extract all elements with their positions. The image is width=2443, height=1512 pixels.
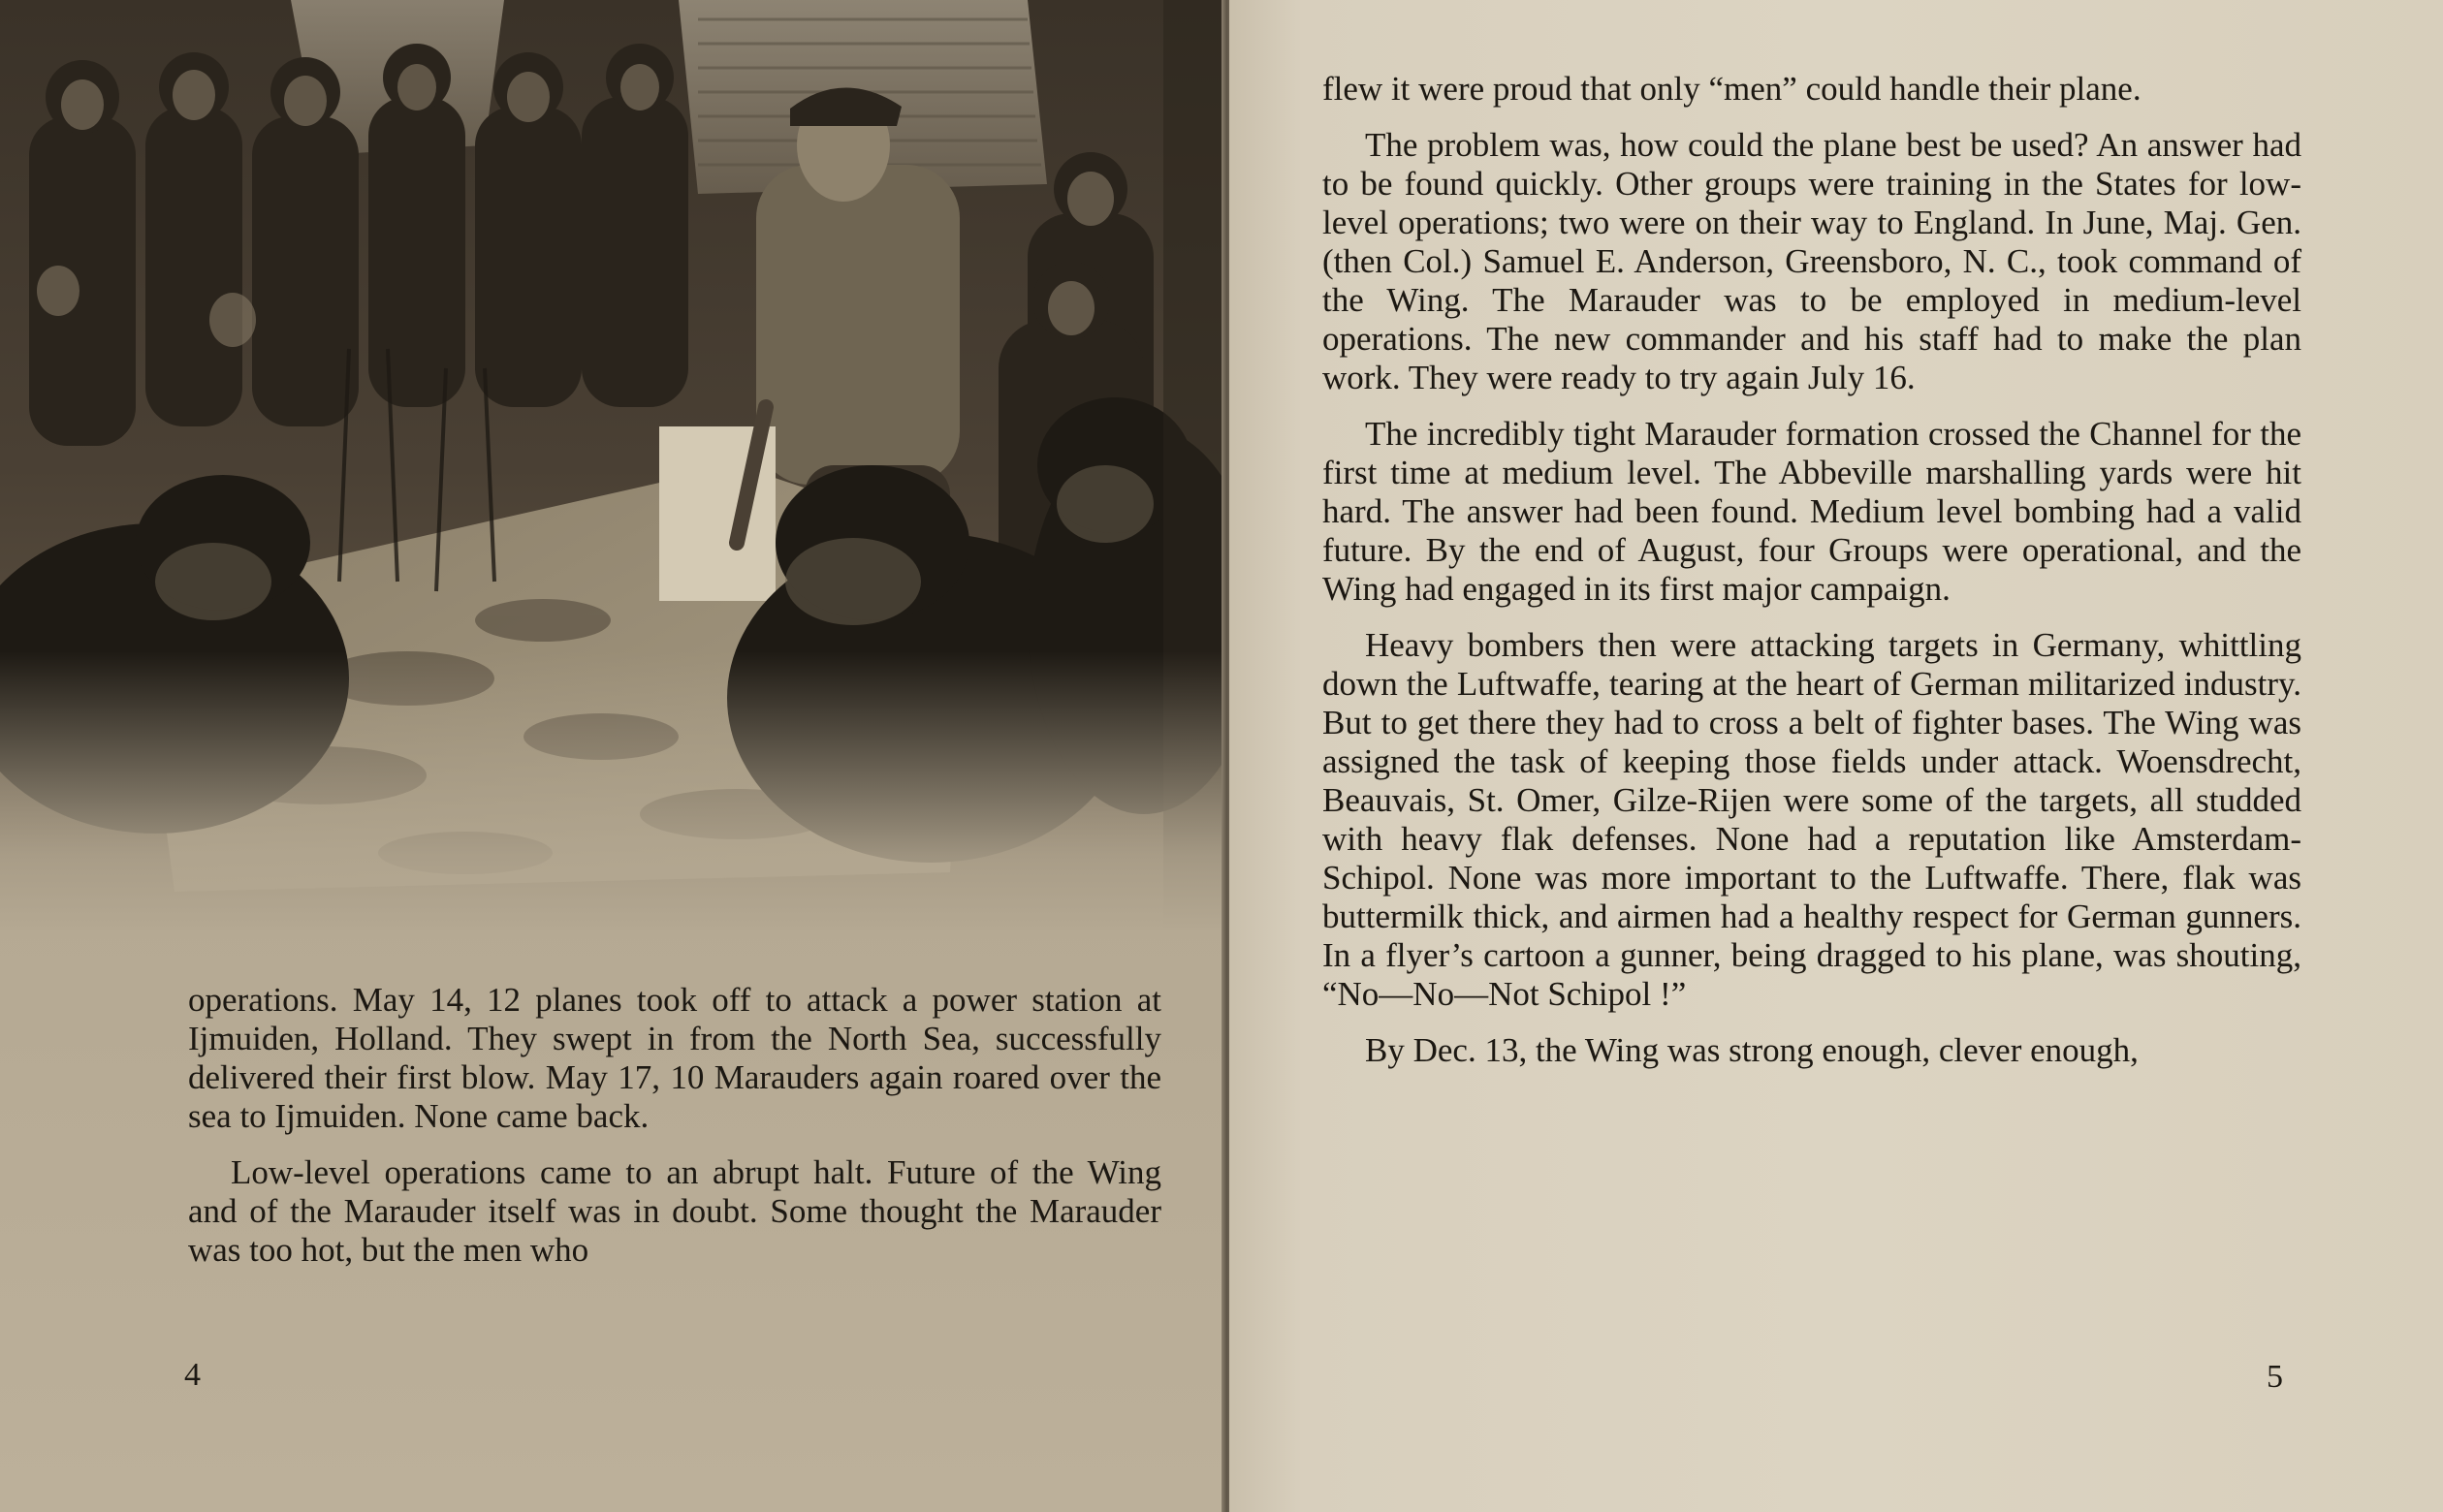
right-paragraph-5: By Dec. 13, the Wing was strong enough, clever enough, xyxy=(1365,1031,2139,1069)
right-paragraph-3: The incredibly tight Marauder formation crossed the Channel for the first time at medium level. The Abbeville marshalling yards were hit hard. The answer had been found. Medium level bombing had a valid future. By the end of August, four Groups were operational, and the Wing had engaged in its first major campaign. xyxy=(1322,415,2301,608)
left-page-text xyxy=(188,981,1161,1287)
briefing-photo-icon xyxy=(0,0,1225,930)
right-paragraph-4: Heavy bombers then were attacking targets in Germany, whittling down the Luftwaffe, tearing at the heart of German militarized industry. But to get there they had to cross a belt of fighter bases. The Wing was assigned the task of keeping those fields under attack. Woensdrecht, Beauvais, St. Omer, Gilze-Rijen were some of the targets, all studded with heavy flak defenses. None had a reputation like Amsterdam-Schipol. None was more important to the Luftwaffe. There, flak was buttermilk thick, and airmen had a healthy respect for German gunners. In a flyer’s cartoon a gunner, being dragged to his plane, was shouting, “No—No—Not Schipol !” xyxy=(1322,626,2301,1013)
right-page-text xyxy=(1322,70,2301,1087)
right-paragraph-1: flew it were proud that only “men” could handle their plane. xyxy=(1322,70,2142,108)
page-number-left: 4 xyxy=(184,1357,201,1393)
right-paragraph-2: The problem was, how could the plane best be used? An answer had to be found quickly. Other groups were training in the States for low-level operations; two were on their way to England. In June, Maj. Gen. (then Col.) Samuel E. Anderson, Greensboro, N. C., took command of the Wing. The Marauder was to be employed in medium-level operations. The new commander and his staff had to make the plan work. They were ready to try again July 16. xyxy=(1322,126,2301,396)
left-paragraph-1: operations. May 14, 12 planes took off to attack a power station at Ijmuiden, Holland. They swept in from the North Sea, successfully delivered their first blow. May 17, 10 Marauders again roared over the sea to Ijmuiden. None came back. xyxy=(188,981,1161,1135)
left-paragraph-2: Low-level operations came to an abrupt halt. Future of the Wing and of the Marauder itself was in doubt. Some thought the Marauder was too hot, but the men who xyxy=(188,1153,1161,1269)
page-number-right: 5 xyxy=(2267,1359,2283,1395)
right-page xyxy=(1229,0,2443,1512)
